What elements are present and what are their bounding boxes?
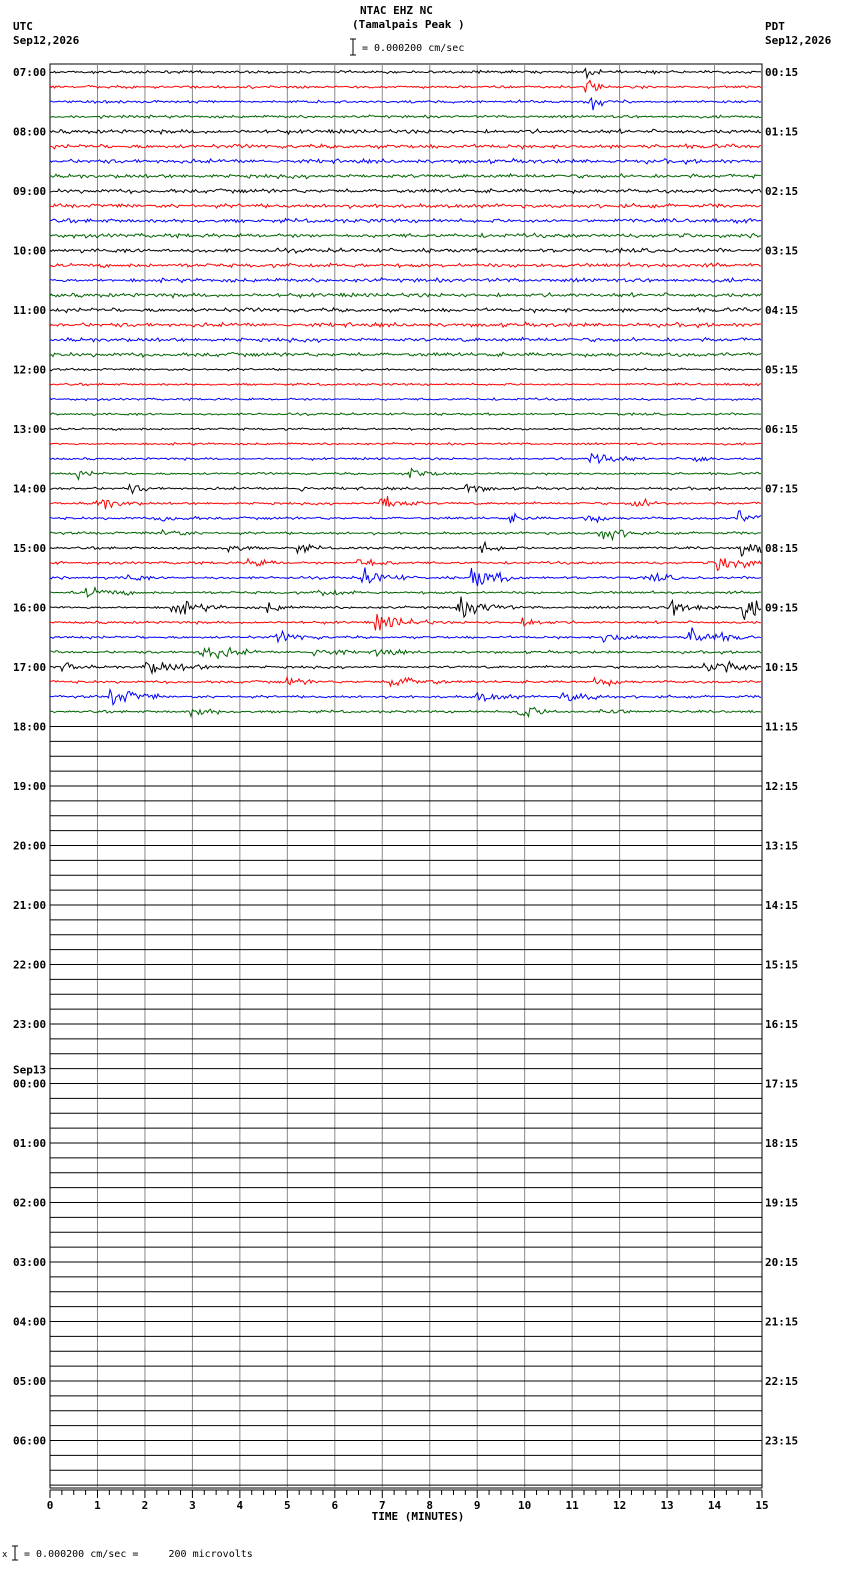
pdt-hour-label: 22:15 (765, 1375, 799, 1388)
seismic-trace (50, 80, 761, 92)
plot-frame (50, 64, 762, 1488)
pdt-hour-label: 10:15 (765, 661, 799, 674)
utc-hour-label: 13:00 (13, 423, 47, 436)
seismic-trace (50, 511, 761, 523)
seismic-trace (50, 614, 761, 630)
x-tick-label: 13 (660, 1499, 674, 1512)
seismic-trace (50, 368, 761, 371)
utc-hour-label: 09:00 (13, 185, 47, 198)
utc-hour-label: 19:00 (13, 780, 47, 793)
seismic-trace (50, 219, 761, 224)
x-tick-label: 14 (707, 1499, 722, 1512)
x-tick-label: 3 (189, 1499, 196, 1512)
seismic-trace (50, 383, 761, 386)
scale-text: = 0.000200 cm/sec (362, 43, 465, 54)
seismic-trace (50, 98, 761, 110)
utc-hour-label: 20:00 (13, 839, 47, 853)
calibration-mark: x (2, 1550, 8, 1560)
left-date: Sep12,2026 (13, 34, 80, 47)
seismic-trace (50, 568, 761, 587)
seismic-trace (50, 469, 761, 480)
x-tick-label: 9 (473, 1499, 481, 1512)
utc-hour-label: 08:00 (13, 125, 47, 139)
pdt-hour-label: 11:15 (765, 720, 799, 734)
utc-hour-label: 07:00 (13, 66, 47, 79)
utc-hour-label: 03:00 (13, 1256, 47, 1269)
x-tick-label: 4 (236, 1499, 244, 1512)
seismic-trace (50, 352, 761, 357)
pdt-hour-label: 18:15 (765, 1137, 799, 1150)
seismic-trace (50, 454, 761, 463)
date-change-label: Sep13 (13, 1063, 47, 1077)
seismic-trace (50, 129, 761, 134)
seismic-trace (50, 189, 761, 194)
seismic-trace (50, 690, 761, 705)
left-timezone: UTC (13, 20, 33, 33)
utc-hour-label: 18:00 (13, 720, 47, 734)
pdt-hour-label: 23:15 (765, 1434, 799, 1448)
utc-hour-label: 05:00 (13, 1375, 47, 1388)
seismic-trace (50, 233, 761, 238)
right-date: Sep12,2026 (765, 34, 832, 47)
x-tick-label: 5 (284, 1499, 291, 1512)
pdt-hour-label: 07:15 (765, 482, 799, 496)
seismic-trace (50, 293, 761, 298)
x-tick-label: 15 (755, 1499, 769, 1512)
seismic-trace (50, 558, 761, 570)
seismic-trace (50, 484, 761, 493)
seismic-trace (50, 322, 761, 328)
utc-hour-label: 02:00 (13, 1196, 47, 1210)
seismic-trace (50, 337, 761, 342)
pdt-hour-label: 04:15 (765, 304, 799, 317)
pdt-hour-label: 08:15 (765, 542, 799, 555)
utc-hour-label: 16:00 (13, 601, 47, 615)
utc-hour-label: 14:00 (13, 482, 47, 496)
utc-hour-label: 17:00 (13, 661, 47, 674)
seismic-trace (50, 678, 761, 687)
pdt-hour-label: 05:15 (765, 363, 799, 377)
utc-hour-label: 15:00 (13, 542, 47, 555)
pdt-hour-label: 09:15 (765, 601, 799, 615)
utc-hour-label: 22:00 (13, 958, 47, 972)
seismic-trace (50, 248, 761, 253)
seismic-trace (50, 413, 761, 416)
pdt-hour-label: 16:15 (765, 1018, 799, 1031)
x-tick-label: 10 (518, 1499, 532, 1512)
pdt-hour-label: 21:15 (765, 1315, 799, 1329)
seismic-trace (50, 278, 761, 283)
seismic-trace (50, 69, 761, 78)
pdt-hour-label: 14:15 (765, 899, 799, 912)
plot-grid (50, 64, 762, 1488)
utc-hour-label: 00:00 (13, 1077, 47, 1091)
seismic-trace (50, 597, 761, 620)
seismic-trace (50, 628, 761, 642)
x-axis-label: TIME (MINUTES) (371, 1510, 465, 1523)
x-tick-label: 11 (565, 1499, 579, 1512)
seismic-trace (50, 204, 761, 209)
pdt-hour-label: 19:15 (765, 1196, 799, 1210)
x-tick-label: 12 (612, 1499, 627, 1512)
x-tick-label: 7 (378, 1499, 386, 1512)
pdt-hour-label: 13:15 (765, 839, 799, 853)
seismic-trace (50, 530, 761, 540)
seismic-trace (50, 588, 761, 597)
time-axis (47, 1490, 769, 1523)
x-tick-label: 2 (141, 1499, 149, 1512)
seismic-trace (50, 159, 761, 165)
x-tick-label: 8 (426, 1499, 434, 1512)
pdt-hour-label: 15:15 (765, 958, 799, 972)
pdt-hour-label: 02:15 (765, 185, 799, 198)
utc-hour-label: 23:00 (13, 1018, 47, 1031)
pdt-hour-label: 01:15 (765, 125, 799, 139)
seismic-trace (50, 174, 761, 179)
calibration-bar-icon (12, 1545, 18, 1561)
utc-hour-label: 04:00 (13, 1315, 47, 1329)
seismic-trace (50, 398, 761, 401)
seismic-trace (50, 144, 761, 149)
x-tick-label: 1 (94, 1499, 101, 1512)
x-tick-label: 6 (331, 1499, 339, 1512)
seismic-trace (50, 662, 761, 674)
seismic-trace (50, 263, 761, 268)
x-tick-label: 0 (46, 1499, 54, 1512)
seismic-trace (50, 542, 761, 556)
pdt-hour-label: 12:15 (765, 780, 799, 793)
pdt-hour-label: 03:15 (765, 244, 799, 258)
seismic-trace (50, 707, 761, 716)
seismic-trace (50, 496, 761, 509)
utc-hour-label: 11:00 (13, 304, 47, 317)
station-location: (Tamalpais Peak ) (352, 18, 465, 31)
seismic-trace (50, 428, 761, 431)
utc-hour-label: 12:00 (13, 363, 47, 377)
utc-hour-label: 01:00 (13, 1137, 47, 1150)
seismic-trace (50, 308, 761, 313)
pdt-hour-label: 17:15 (765, 1077, 799, 1091)
station-title: NTAC EHZ NC (360, 4, 433, 17)
pdt-hour-label: 06:15 (765, 423, 799, 436)
seismic-trace (50, 648, 761, 659)
pdt-hour-label: 20:15 (765, 1256, 799, 1269)
utc-hour-label: 06:00 (13, 1434, 47, 1448)
utc-hour-label: 10:00 (13, 244, 47, 258)
seismic-trace (50, 115, 761, 119)
seismogram-traces (50, 69, 762, 1486)
seismic-trace (50, 443, 761, 446)
calibration-text: = 0.000200 cm/sec = 200 microvolts (24, 1549, 253, 1560)
utc-hour-label: 21:00 (13, 899, 47, 912)
right-timezone: PDT (765, 20, 785, 33)
pdt-hour-label: 00:15 (765, 66, 799, 79)
